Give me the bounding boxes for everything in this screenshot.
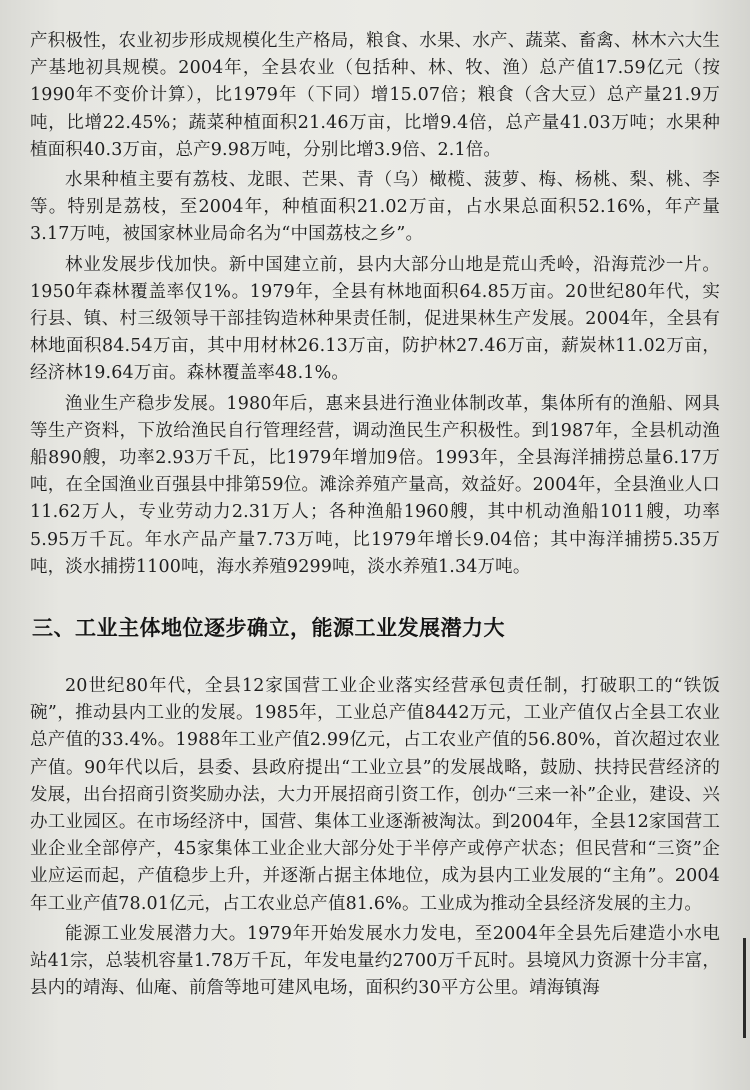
paragraph-forestry: 林业发展步伐加快。新中国建立前，县内大部分山地是荒山秃岭，沿海荒沙一片。1950年森林覆盖率仅1%。1979年，全县有林地面积64.85万亩。20世纪80年代，实行县、镇、村三级领导干部挂钩造林种果责任制，促进果林生产发展。2004年，全县有林地面积84.54万亩，其中用材林26.13万亩，防护林27.46万亩，薪炭林11.02万亩，经济林19.64万亩。森林覆盖率48.1%。 <box>30 254 720 384</box>
page-edge-mark <box>743 938 746 1038</box>
paragraph-fruit-planting: 水果种植主要有荔枝、龙眼、芒果、青（乌）橄榄、菠萝、梅、杨桃、梨、桃、李等。特别是荔枝，至2004年，种植面积21.02万亩，占水果总面积52.16%，年产量3.17万吨，被国家林业局命名为“中国荔枝之乡”。 <box>30 170 720 245</box>
section-heading: 三、工业主体地位逐步确立，能源工业发展潜力大 <box>32 616 505 641</box>
paragraph-agriculture-overview: 产积极性，农业初步形成规模化生产格局，粮食、水果、水产、蔬菜、畜禽、林木六大生产基地初具规模。2004年，全县农业（包括种、林、牧、渔）总产值17.59亿元（按1990年不变价计算），比1979年（下同）增15.07倍；粮食（含大豆）总产量21.9万吨，比增22.45%；蔬菜种植面积21.46万亩，比增9.4倍，总产量41.03万吨；水果种植面积40.3万亩，总产9.98万吨，分别比增3.9倍、2.1倍。 <box>30 31 720 160</box>
paragraph-fishery: 渔业生产稳步发展。1980年后，惠来县进行渔业体制改革，集体所有的渔船、网具等生产资料，下放给渔民自行管理经营，调动渔民生产积极性。到1987年，全县机动渔船890艘，功率2.93万千瓦，比1979年增加9倍。1993年，全县海洋捕捞总量6.17万吨，在全国渔业百强县中排第59位。滩涂养殖产量高，效益好。2004年，全县渔业人口11.62万人，专业劳动力2.31万人；各种渔船1960艘，其中机动渔船1011艘，功率5.95万千瓦。年水产品产量7.73万吨，比1979年增长9.04倍；其中海洋捕捞5.35万吨，淡水捕捞1100吨，海水养殖9299吨，淡水养殖1.34万吨。 <box>30 393 720 577</box>
body-text-section-industry <box>30 673 720 1002</box>
paragraph-industry: 20世纪80年代，全县12家国营工业企业落实经营承包责任制，打破职工的“铁饭碗”，推动县内工业的发展。1985年，工业总产值8442万元，工业产值仅占全县工农业总产值的33.4%。1988年工业产值2.99亿元，占工农业产值的56.80%，首次超过农业产值。90年代以后，县委、县政府提出“工业立县”的发展战略，鼓励、扶持民营经济的发展，出台招商引资奖励办法，大力开展招商引资工作，创办“三来一补”企业，建设、兴办工业园区。在市场经济中，国营、集体工业逐渐被淘汰。到2004年，全县12家国营工业企业全部停产，45家集体工业企业大部分处于半停产或停产状态；但民营和“三资”企业应运而起，产值稳步上升，并逐渐占据主体地位，成为县内工业发展的“主角”。2004年工业产值78.01亿元，占工农业总产值81.6%。工业成为推动全县经济发展的主力。 <box>30 676 720 914</box>
body-text-section-agriculture <box>30 28 720 581</box>
document-page <box>30 28 720 1003</box>
paragraph-energy-industry: 能源工业发展潜力大。1979年开始发展水力发电，至2004年全县先后建造小水电站41宗，总装机容量1.78万千瓦，年发电量约2700万千瓦时。县境风力资源十分丰富，县内的靖海、仙庵、前詹等地可建风电场，面积约30平方公里。靖海镇海 <box>30 923 720 999</box>
